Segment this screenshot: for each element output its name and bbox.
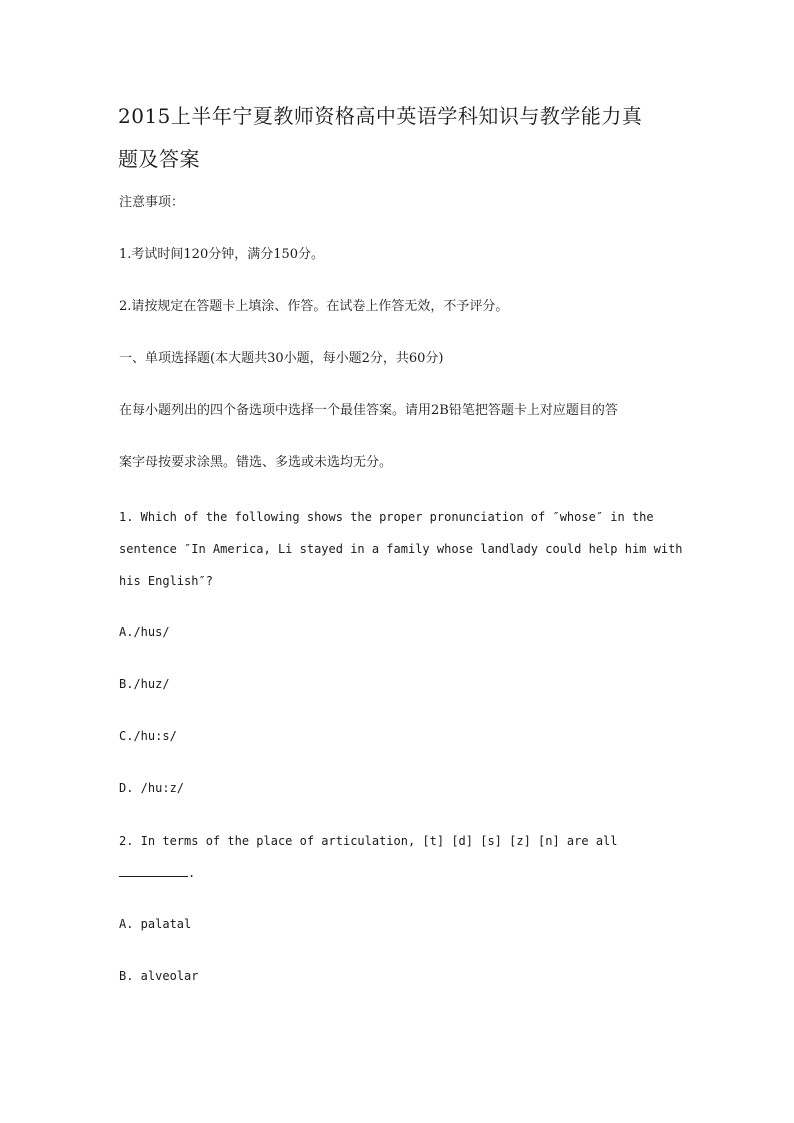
question-1-option-d: D. /hu:z/ <box>119 781 185 795</box>
question-2-line-2-end: . <box>188 866 196 880</box>
question-1-option-b: B./huz/ <box>119 677 170 691</box>
notice-item-1: 1.考试时间120分钟，满分150分。 <box>119 247 325 262</box>
notice-item-2: 2.请按规定在答题卡上填涂、作答。在试卷上作答无效，不予评分。 <box>119 299 509 314</box>
section-heading: 一、单项选择题(本大题共30小题，每小题2分，共60分) <box>119 351 444 366</box>
question-1-line-2: sentence ″In America, Li stayed in a family whose landlady could help him with <box>119 542 683 556</box>
section-instruction-line-1: 在每小题列出的四个备选项中选择一个最佳答案。请用2B铅笔把答题卡上对应题目的答 <box>119 403 618 418</box>
document-title-line-2: 题及答案 <box>118 147 200 171</box>
question-1-option-a: A./hus/ <box>119 625 170 639</box>
section-instruction-line-2: 案字母按要求涂黑。错选、多选或未选均无分。 <box>119 455 393 470</box>
question-2-option-b: B. alveolar <box>119 969 199 983</box>
document-title-line-1: 2015上半年宁夏教师资格高中英语学科知识与教学能力真 <box>118 104 643 128</box>
question-1-option-c: C./hu:s/ <box>119 729 177 743</box>
question-1-line-1: 1. Which of the following shows the proper pronunciation of ″whose″ in the <box>119 510 654 524</box>
question-1-line-3: his English″? <box>119 574 213 588</box>
question-2-line-1: 2. In terms of the place of articulation, [t] [d] [s] [z] [n] are all <box>119 834 618 848</box>
question-2-line-2 <box>119 866 195 879</box>
answer-blank <box>119 866 188 877</box>
notice-heading: 注意事项： <box>119 195 185 210</box>
question-2-option-a: A. palatal <box>119 917 192 931</box>
